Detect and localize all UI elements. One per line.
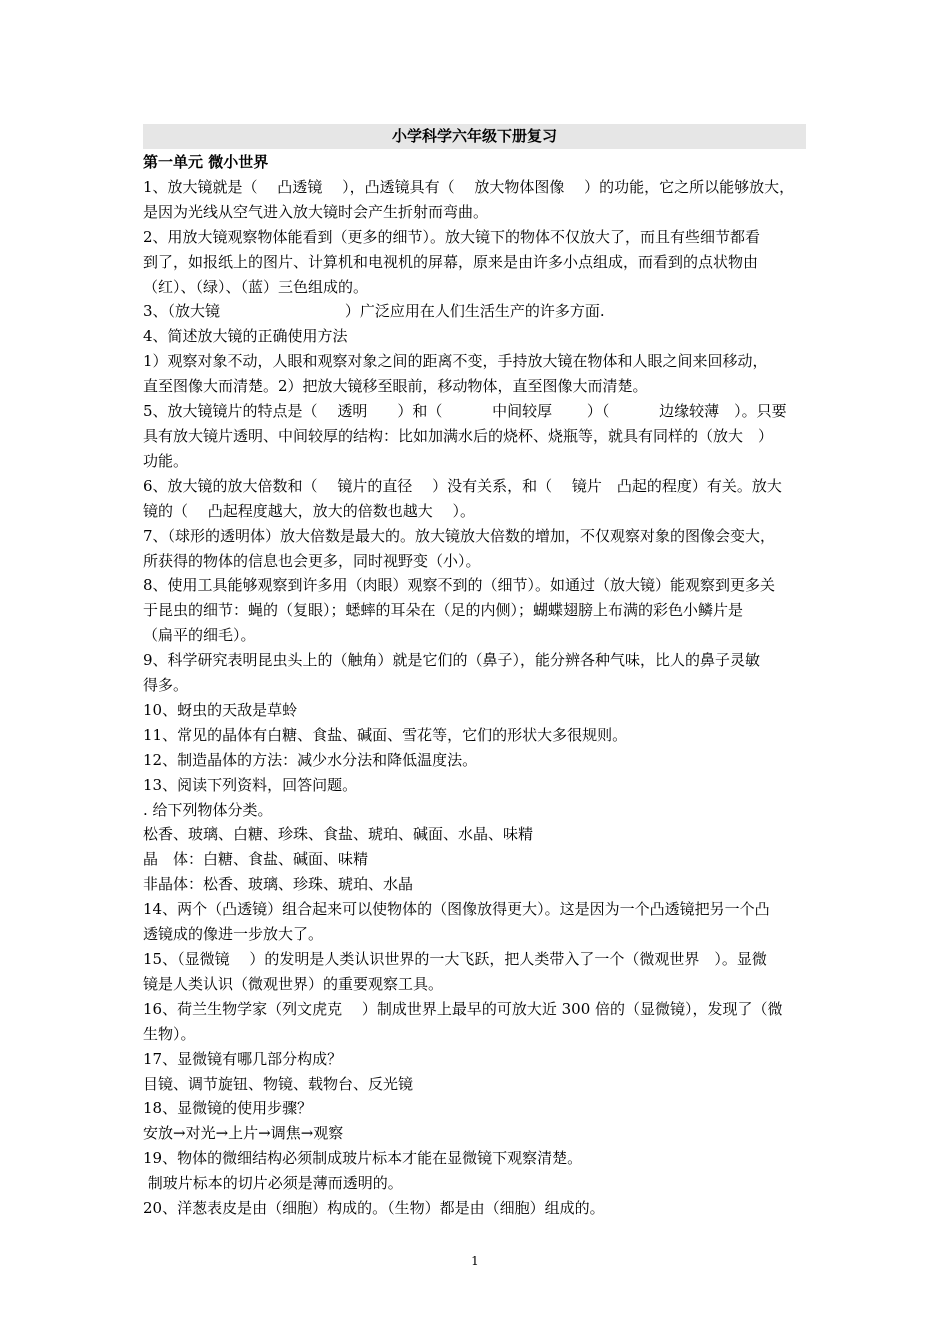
text-line: 直至图像大而清楚。2）把放大镜移至眼前，移动物体，直至图像大而清楚。 [143, 377, 648, 396]
text-line: 17、显微镜有哪几部分构成？ [143, 1049, 343, 1068]
text-line: 16、荷兰生物学家（列文虎克 ）制成世界上最早的可放大近 300 倍的（显微镜），发现了（微 [143, 999, 783, 1018]
text-line: 生物）。 [143, 1024, 196, 1043]
page-title: 小学科学六年级下册复习 [391, 127, 557, 145]
text-line: 12、制造晶体的方法：减少水分法和降低温度法。 [143, 750, 478, 769]
text-line: 1、放大镜就是（ 凸透镜 ），凸透镜具有（ 放大物体图像 ）的功能，它之所以能够放大， [143, 177, 795, 196]
text-line: 13、阅读下列资料，回答问题。 [143, 775, 358, 794]
text-line: 具有放大镜片透明、中间较厚的结构：比如加满水后的烧杯、烧瓶等，就具有同样的（放大 ） [143, 426, 774, 445]
document-body [143, 150, 808, 1221]
text-line: （扁平的细毛）。 [143, 626, 256, 645]
text-line: 目镜、调节旋钮、物镜、载物台、反光镜 [143, 1074, 414, 1093]
text-line: 2、用放大镜观察物体能看到（更多的细节）。放大镜下的物体不仅放大了，而且有些细节都看 [143, 227, 761, 246]
text-line: 9、科学研究表明昆虫头上的（触角）就是它们的（鼻子），能分辨各种气味，比人的鼻子灵敏 [143, 651, 761, 670]
text-line: 15、（显微镜 ）的发明是人类认识世界的一大飞跃，把人类带入了一个（微观世界 ）。显微 [143, 950, 767, 968]
text-line: 松香、玻璃、白糖、珍珠、食盐、琥珀、碱面、水晶、味精 [143, 825, 534, 844]
text-line: 安放→对光→上片→调焦→观察 [143, 1124, 344, 1143]
text-line: 到了，如报纸上的图片、计算机和电视机的屏幕，原来是由许多小点组成，而看到的点状物由 [143, 252, 759, 271]
text-line: 14、两个（凸透镜）组合起来可以使物体的（图像放得更大）。这是因为一个凸透镜把另一个凸 [143, 900, 770, 919]
text-line: 19、物体的微细结构必须制成玻片标本才能在显微镜下观察清楚。 [143, 1149, 583, 1168]
text-line: 于昆虫的细节：蝇的（复眼）；蟋蟀的耳朵在（足的内侧）；蝴蝶翅膀上布满的彩色小鳞片是 [143, 601, 744, 620]
text-line: 3、（放大镜 ）广泛应用在人们生活生产的许多方面. [143, 302, 605, 321]
text-line: 7、（球形的透明体）放大倍数是最大的。放大镜放大倍数的增加，不仅观察对象的图像会变大， [143, 526, 776, 545]
text-line: 11、常见的晶体有白糖、食盐、碱面、雪花等，它们的形状大多很规则。 [143, 725, 628, 744]
text-line: 晶 体：白糖、食盐、碱面、味精 [143, 850, 369, 869]
text-line: 6、放大镜的放大倍数和（ 镜片的直径 ）没有关系，和（ 镜片 凸起的程度）有关。放大 [143, 476, 782, 495]
text-line: 5、放大镜镜片的特点是（ 透明 ）和（ 中间较厚 ）（ 边缘较薄 ）。只要 [143, 402, 787, 421]
text-line: 制玻片标本的切片必须是薄而透明的。 [143, 1174, 403, 1193]
text-line: 是因为光线从空气进入放大镜时会产生折射而弯曲。 [143, 202, 489, 221]
text-line: 非晶体：松香、玻璃、珍珠、琥珀、水晶 [143, 875, 414, 894]
text-line: . 给下列物体分类。 [143, 800, 273, 819]
page-number: 1 [471, 1254, 479, 1268]
text-line: 4、简述放大镜的正确使用方法 [143, 327, 348, 346]
text-line: 10、蚜虫的天敌是草蛉 [143, 700, 298, 719]
text-line: 透镜成的像进一步放大了。 [143, 925, 324, 944]
text-line: 20、洋葱表皮是由（细胞）构成的。（生物）都是由（细胞）组成的。 [143, 1199, 605, 1218]
text-line: 镜是人类认识（微观世界）的重要观察工具。 [143, 974, 444, 993]
unit-heading: 第一单元 微小世界 [143, 153, 269, 171]
text-line: 18、显微镜的使用步骤？ [143, 1099, 313, 1118]
text-line: 得多。 [143, 676, 189, 695]
text-line: 镜的（ 凸起程度越大，放大的倍数也越大 ）。 [143, 501, 476, 520]
text-line: 功能。 [143, 451, 189, 470]
text-line: （红）、（绿）、（蓝）三色组成的。 [143, 277, 369, 296]
text-line: 8、使用工具能够观察到许多用（肉眼）观察不到的（细节）。如通过（放大镜）能观察到更多关 [143, 576, 776, 595]
text-line: 所获得的物体的信息也会更多，同时视野变（小）。 [143, 551, 481, 570]
text-line: 1）观察对象不动，人眼和观察对象之间的距离不变，手持放大镜在物体和人眼之间来回移动， [143, 352, 768, 371]
